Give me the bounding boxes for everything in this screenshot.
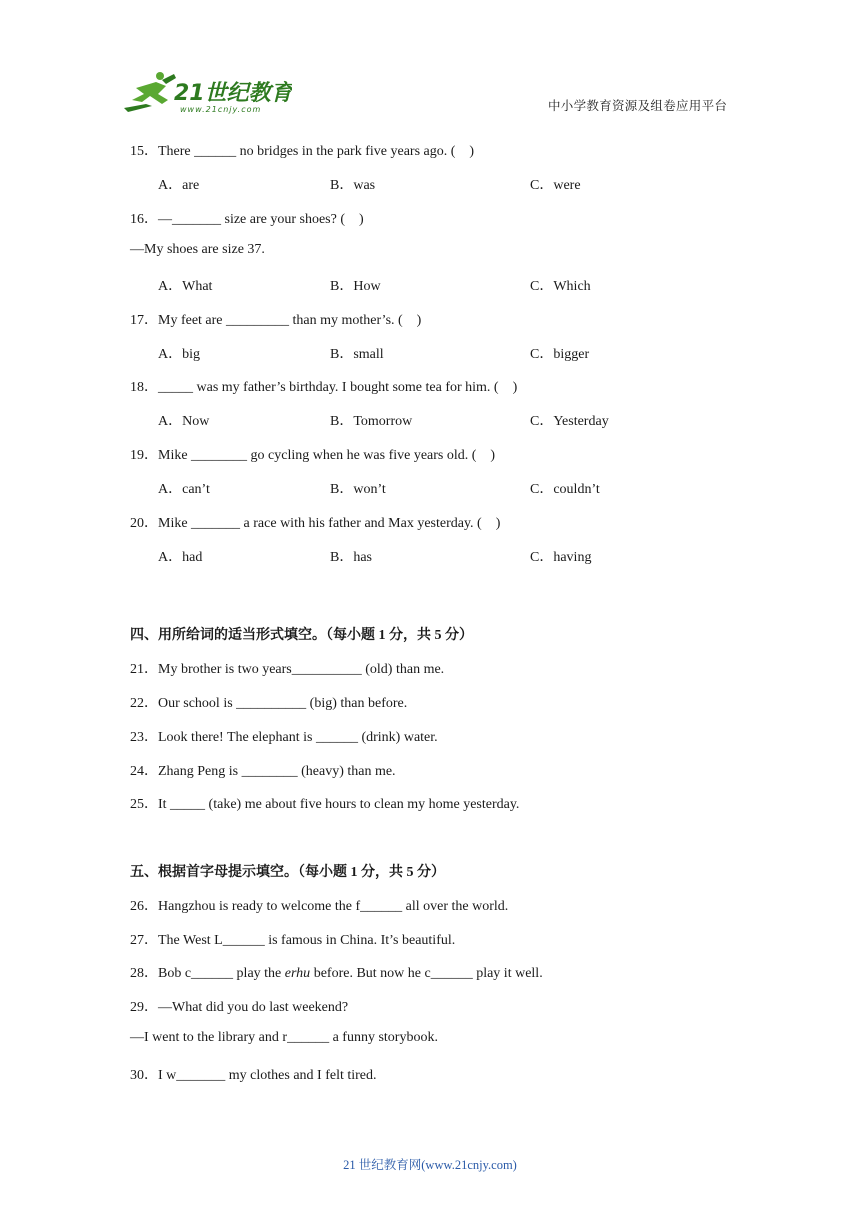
question-30: 30．I w_______ my clothes and I felt tired. — [130, 1068, 377, 1083]
question-26: 26．Hangzhou is ready to welcome the f______ all over the world. — [130, 899, 509, 914]
q15-option-a: A．are — [158, 178, 200, 193]
runner-logo-icon — [122, 70, 292, 116]
question-23: 23．Look there! The elephant is ______ (drink) water. — [130, 730, 438, 745]
logo-url-text: www.21cnjy.com — [180, 105, 262, 114]
q28-after: before. But now he c______ play it well. — [310, 966, 543, 981]
q18-option-c: C．Yesterday — [530, 414, 609, 429]
q19-option-b: B．won’t — [330, 482, 386, 497]
q18-option-a: A．Now — [158, 414, 210, 429]
question-29-reply: —I went to the library and r______ a funny storybook. — [130, 1030, 438, 1045]
q19-option-a: A．can’t — [158, 482, 210, 497]
site-logo — [122, 70, 292, 116]
footer-link[interactable]: 21 世纪教育网(www.21cnjy.com) — [343, 1158, 517, 1172]
question-29: 29．—What did you do last weekend? — [130, 1000, 349, 1015]
section-4-title: 四、用所给词的适当形式填空。（每小题 1 分，共 5 分） — [130, 628, 473, 643]
platform-name: 中小学教育资源及组卷应用平台 — [548, 99, 728, 113]
question-15: 15．There ______ no bridges in the park five years ago. ( ) — [130, 144, 475, 159]
q17-option-c: C．bigger — [530, 347, 590, 362]
question-17: 17．My feet are _________ than my mother’s. ( ) — [130, 313, 422, 328]
question-22: 22．Our school is __________ (big) than before. — [130, 696, 408, 711]
question-20: 20．Mike _______ a race with his father and Max yesterday. ( ) — [130, 516, 501, 531]
section-5-title: 五、根据首字母提示填空。（每小题 1 分，共 5 分） — [130, 865, 445, 880]
q20-option-c: C．having — [530, 550, 592, 565]
question-27: 27．The West L______ is famous in China. It’s beautiful. — [130, 933, 456, 948]
q15-option-c: C．were — [530, 178, 581, 193]
q28-italic-word: erhu — [284, 966, 311, 981]
q16-option-a: A．What — [158, 279, 213, 294]
question-21: 21．My brother is two years__________ (old) than me. — [130, 662, 445, 677]
q16-option-b: B．How — [330, 279, 381, 294]
logo-text: 21世纪教育 — [174, 81, 292, 106]
question-18: 18．_____ was my father’s birthday. I bought some tea for him. ( ) — [130, 380, 518, 395]
question-16: 16．—_______ size are your shoes? ( ) — [130, 212, 364, 227]
q20-option-a: A．had — [158, 550, 203, 565]
question-16-reply: —My shoes are size 37. — [130, 242, 265, 257]
q20-option-b: B．has — [330, 550, 372, 565]
q16-option-c: C．Which — [530, 279, 591, 294]
question-19: 19．Mike ________ go cycling when he was five years old. ( ) — [130, 448, 496, 463]
q17-option-b: B．small — [330, 347, 384, 362]
q17-option-a: A．big — [158, 347, 200, 362]
question-24: 24．Zhang Peng is ________ (heavy) than me. — [130, 764, 396, 779]
question-28 — [130, 962, 543, 982]
q28-before: 28．Bob c______ play the — [130, 966, 285, 981]
q19-option-c: C．couldn’t — [530, 482, 600, 497]
q15-option-b: B．was — [330, 178, 376, 193]
question-25: 25．It _____ (take) me about five hours to clean my home yesterday. — [130, 797, 520, 812]
q18-option-b: B．Tomorrow — [330, 414, 413, 429]
